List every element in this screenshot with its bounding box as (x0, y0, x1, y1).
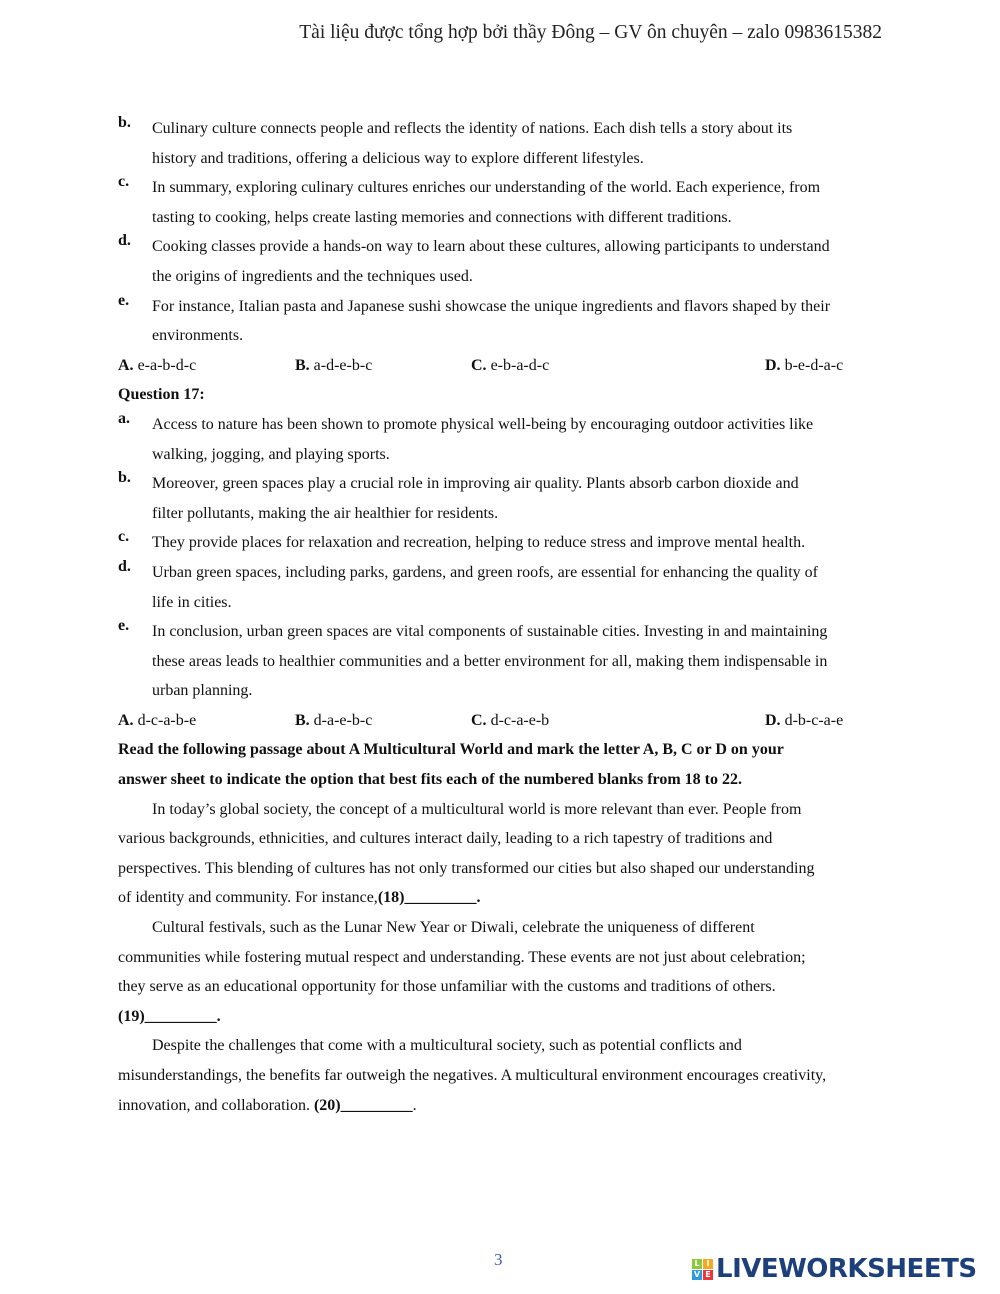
option-value: d-a-e-b-c (309, 711, 373, 729)
answer-option-b (295, 351, 372, 381)
item-text: tasting to cooking, helps create lasting memories and connections with different traditions. (152, 208, 732, 226)
answer-option-d (765, 706, 843, 736)
option-value: d-c-a-e-b (486, 711, 550, 729)
instruction-text: answer sheet to indicate the option that best fits each of the numbered blanks from 18 to 22. (118, 771, 742, 789)
document-body (118, 114, 888, 1120)
list-item (118, 292, 888, 351)
logo-letter: V (693, 1269, 701, 1279)
option-letter: B. (295, 356, 310, 374)
answer-options (118, 351, 888, 381)
item-label: c. (118, 173, 130, 191)
passage-text: innovation, and collaboration. (118, 1096, 314, 1114)
option-letter: C. (471, 711, 487, 729)
passage-line (118, 1002, 888, 1032)
item-text: In summary, exploring culinary cultures enriches our understanding of the world. Each experience, from (152, 179, 821, 197)
answer-option-a (118, 706, 196, 736)
item-text: these areas leads to healthier communities and a better environment for all, making them indispensable in (152, 652, 828, 670)
item-label: d. (118, 232, 131, 250)
list-item (118, 469, 888, 528)
passage-line (118, 1091, 888, 1121)
passage-line: they serve as an educational opportunity for those unfamiliar with the customs and traditions of others. (118, 978, 776, 996)
item-text: walking, jogging, and playing sports. (152, 445, 390, 463)
option-value: e-b-a-d-c (486, 356, 550, 374)
option-letter: A. (118, 356, 134, 374)
list-item (118, 558, 888, 617)
item-text: filter pollutants, making the air healthier for residents. (152, 504, 499, 522)
passage-text: of identity and community. For instance, (118, 889, 378, 907)
option-value: d-b-c-a-e (780, 711, 844, 729)
passage-line: perspectives. This blending of cultures has not only transformed our cities but also shaped our understanding (118, 859, 815, 877)
list-item (118, 410, 888, 469)
option-value: e-a-b-d-c (133, 356, 197, 374)
page-header: Tài liệu được tổng hợp bởi thầy Đông – GV ôn chuyên – zalo 0983615382 (299, 22, 882, 43)
passage-line: various backgrounds, ethnicities, and cultures interact daily, leading to a rich tapestry of traditions and (118, 830, 773, 848)
blank-18: (18)_________. (377, 889, 481, 907)
answer-option-b (295, 706, 372, 736)
item-label: b. (118, 114, 131, 131)
option-value: d-c-a-b-e (133, 711, 197, 729)
page-number: 3 (494, 1250, 503, 1269)
item-text: Cooking classes provide a hands-on way to learn about these cultures, allowing participants to understand (152, 238, 830, 256)
item-label: d. (118, 557, 131, 575)
blank-20: (20)_________ (313, 1096, 413, 1114)
item-text: Culinary culture connects people and reflects the identity of nations. Each dish tells a story about its (152, 120, 793, 137)
option-value: a-d-e-b-c (309, 356, 373, 374)
logo-icon (692, 1259, 713, 1280)
item-text: In conclusion, urban green spaces are vital components of sustainable cities. Investing in and maintaining (152, 623, 828, 641)
option-letter: D. (765, 356, 781, 374)
answer-option-c (471, 706, 549, 736)
passage-line: misunderstandings, the benefits far outweigh the negatives. A multicultural environment encourages creativity, (118, 1067, 827, 1084)
liveworksheets-logo (692, 1254, 977, 1284)
instruction-text: Read the following passage about A Multicultural World and mark the letter A, B, C or D on your (118, 741, 784, 759)
item-label: e. (118, 291, 130, 309)
passage-line: communities while fostering mutual respect and understanding. These events are not just about celebration; (118, 948, 806, 966)
question-title: Question 17: (118, 386, 205, 404)
list-item (118, 617, 888, 706)
item-text: For instance, Italian pasta and Japanese sushi showcase the unique ingredients and flavors shaped by their (152, 297, 831, 315)
item-text: the origins of ingredients and the techniques used. (152, 267, 473, 285)
option-letter: C. (471, 356, 487, 374)
option-letter: B. (295, 711, 310, 729)
item-label: e. (118, 617, 130, 635)
option-letter: A. (118, 711, 134, 729)
passage-text: . (412, 1096, 417, 1114)
item-text: Urban green spaces, including parks, gardens, and green roofs, are essential for enhancing the quality of (152, 563, 818, 581)
item-text: Moreover, green spaces play a crucial role in improving air quality. Plants absorb carbon dioxide and (152, 475, 799, 493)
logo-letter: E (703, 1270, 713, 1280)
blank-19: (19)_________. (118, 1007, 221, 1025)
logo-letter: I (703, 1259, 713, 1269)
item-label: c. (118, 528, 130, 546)
answer-options (118, 706, 888, 736)
answer-option-d (765, 351, 843, 381)
logo-text: LIVEWORKSHEETS (716, 1254, 977, 1284)
passage-line: Despite the challenges that come with a multicultural society, such as potential conflicts and (152, 1037, 742, 1055)
item-text: They provide places for relaxation and recreation, helping to reduce stress and improve mental health. (152, 534, 806, 552)
passage-line: Cultural festivals, such as the Lunar New Year or Diwali, celebrate the uniqueness of different (152, 919, 755, 937)
item-label: b. (118, 469, 131, 487)
logo-letter: L (692, 1259, 702, 1269)
passage-line (118, 883, 888, 913)
option-letter: D. (765, 711, 781, 729)
item-text: history and traditions, offering a delicious way to explore different lifestyles. (152, 149, 644, 167)
list-item (118, 232, 888, 291)
list-item (118, 173, 888, 232)
option-value: b-e-d-a-c (780, 356, 844, 374)
list-item (118, 114, 888, 173)
item-text: urban planning. (152, 682, 253, 700)
item-text: Access to nature has been shown to promote physical well-being by encouraging outdoor activities like (152, 415, 814, 433)
item-text: environments. (152, 327, 244, 345)
answer-option-c (471, 351, 549, 381)
list-item (118, 528, 888, 558)
item-text: life in cities. (152, 593, 232, 611)
passage-line: In today’s global society, the concept of a multicultural world is more relevant than ever. People from (152, 800, 802, 818)
item-label: a. (118, 409, 130, 427)
answer-option-a (118, 351, 196, 381)
